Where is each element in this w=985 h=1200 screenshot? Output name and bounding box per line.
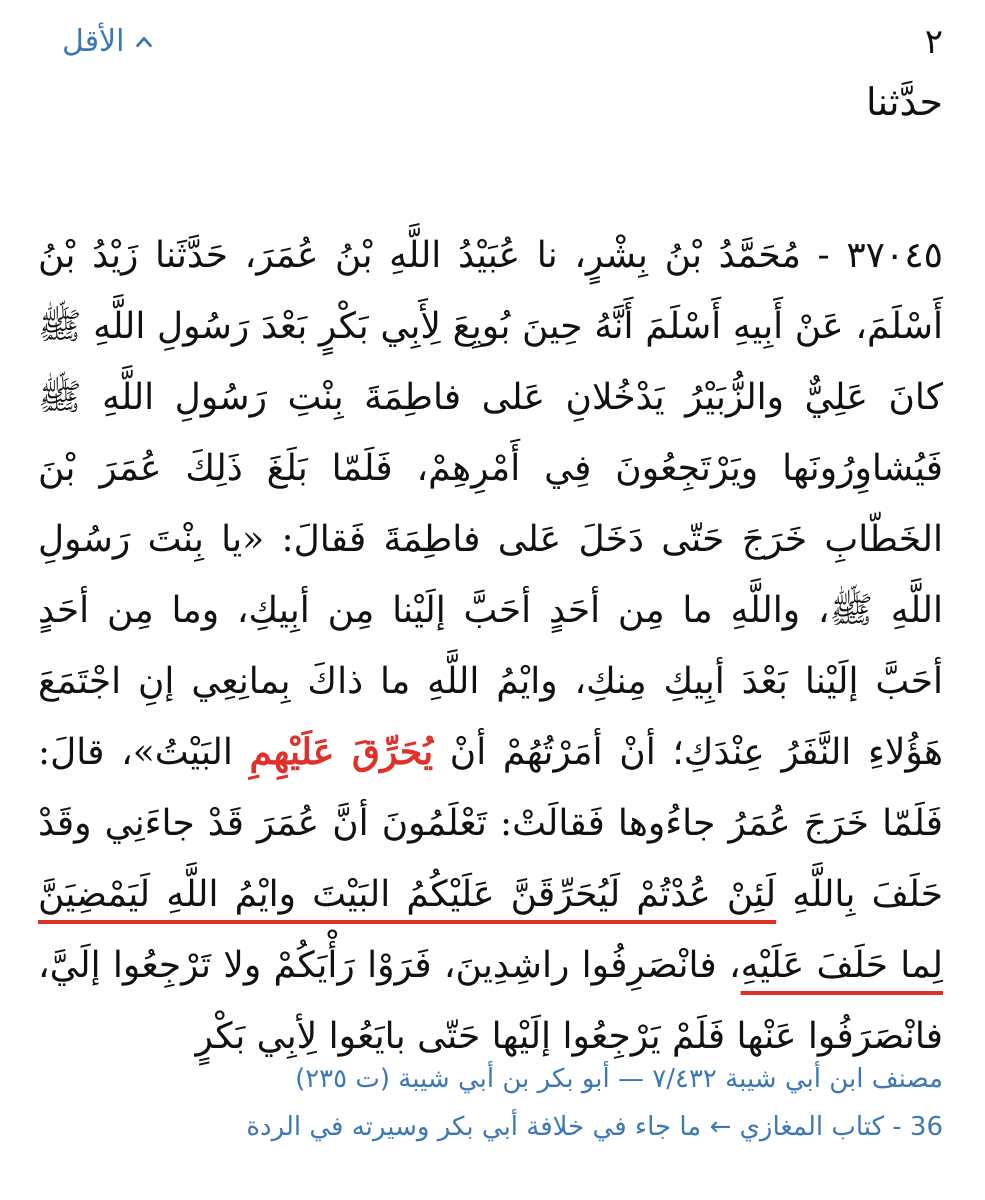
narration-heading: حدَّثنا	[865, 80, 943, 124]
source-link[interactable]: مصنف ابن أبي شيبة ٧/٤٣٢ — أبو بكر بن أبي شيبة (ت ٢٣٥)	[295, 1064, 943, 1094]
chapter-number[interactable]: 36	[909, 1112, 943, 1142]
underlined-phrase: لَئِنْ عُدْتُمْ لَيُحَرِّقَنَّ عَلَيْكُمُ البَيْتَ وايْمُ اللَّهِ لَيَمْضِيَنَّ لِما حَلَفَ عَلَيْهِ	[38, 874, 943, 986]
section-link[interactable]: ما جاء في خلافة أبي بكر وسيرته في الردة	[246, 1112, 702, 1142]
chevron-up-icon	[133, 31, 155, 53]
hadith-text-part-2: البَيْتُ»، قالَ: فَلَمّا خَرَجَ عُمَرُ جاءُوها فَقالَتْ: تَعْلَمُونَ أنَّ عُمَرَ قَدْ جاءَنِي وقَدْ حَلَفَ بِاللَّهِ	[38, 732, 944, 915]
arrow-left-icon: ←	[709, 1112, 732, 1142]
top-bar	[0, 18, 985, 68]
breadcrumb: 36 - كتاب المغازي ← ما جاء في خلافة أبي بكر وسيرته في الردة	[246, 1112, 943, 1142]
highlighted-phrase: يُحَرِّقَ عَلَيْهِمِ	[249, 731, 434, 773]
chapter-link[interactable]: كتاب المغازي	[739, 1112, 884, 1142]
show-less-toggle[interactable]	[62, 24, 155, 59]
page-number: ٢	[924, 22, 943, 62]
hadith-text-part-1: ٣٧٠٤٥ - مُحَمَّدُ بْنُ بِشْرٍ، نا عُبَيْدُ اللَّهِ بْنُ عُمَرَ، حَدَّثَنا زَيْدُ بْنُ أَسْلَمَ، عَنْ أَبِيهِ أَسْلَمَ أَنَّهُ حِينَ بُويِعَ لِأَبِي بَكْرٍ بَعْدَ رَسُولِ اللَّهِ ﷺ كانَ عَلِيٌّ والزُّبَيْرُ يَدْخُلانِ عَلى فاطِمَةَ بِنْتِ رَسُولِ اللَّهِ ﷺ فَيُشاوِرُونَها ويَرْتَجِعُونَ فِي أَمْرِهِمْ، فَلَمّا بَلَغَ ذَلِكَ عُمَرَ بْنَ الخَطّابِ خَرَجَ حَتّى دَخَلَ عَلى فاطِمَةَ فَقالَ: «يا بِنْتَ رَسُولِ اللَّهِ ﷺ، واللَّهِ ما مِن أحَدٍ أحَبَّ إلَيْنا مِن أبِيكِ، وما مِن أحَدٍ أحَبَّ إلَيْنا بَعْدَ أبِيكِ مِنكِ، وايْمُ اللَّهِ ما ذاكَ بِمانِعِي إنِ اجْتَمَعَ هَؤُلاءِ النَّفَرُ عِنْدَكِ؛ أنْ أمَرْتُهُمْ أنْ	[38, 235, 943, 773]
hadith-text	[38, 220, 943, 1072]
citation	[38, 1055, 943, 1151]
hadith-text-part-3: ، فانْصَرِفُوا راشِدِينَ، فَرَوْا رَأْيَكُمْ ولا تَرْجِعُوا إلَيَّ، فانْصَرَفُوا عَنْها فَلَمْ يَرْجِعُوا إلَيْها حَتّى بايَعُوا لِأبِي بَكْرٍ	[38, 945, 943, 1057]
show-less-label: الأقل	[62, 24, 125, 59]
